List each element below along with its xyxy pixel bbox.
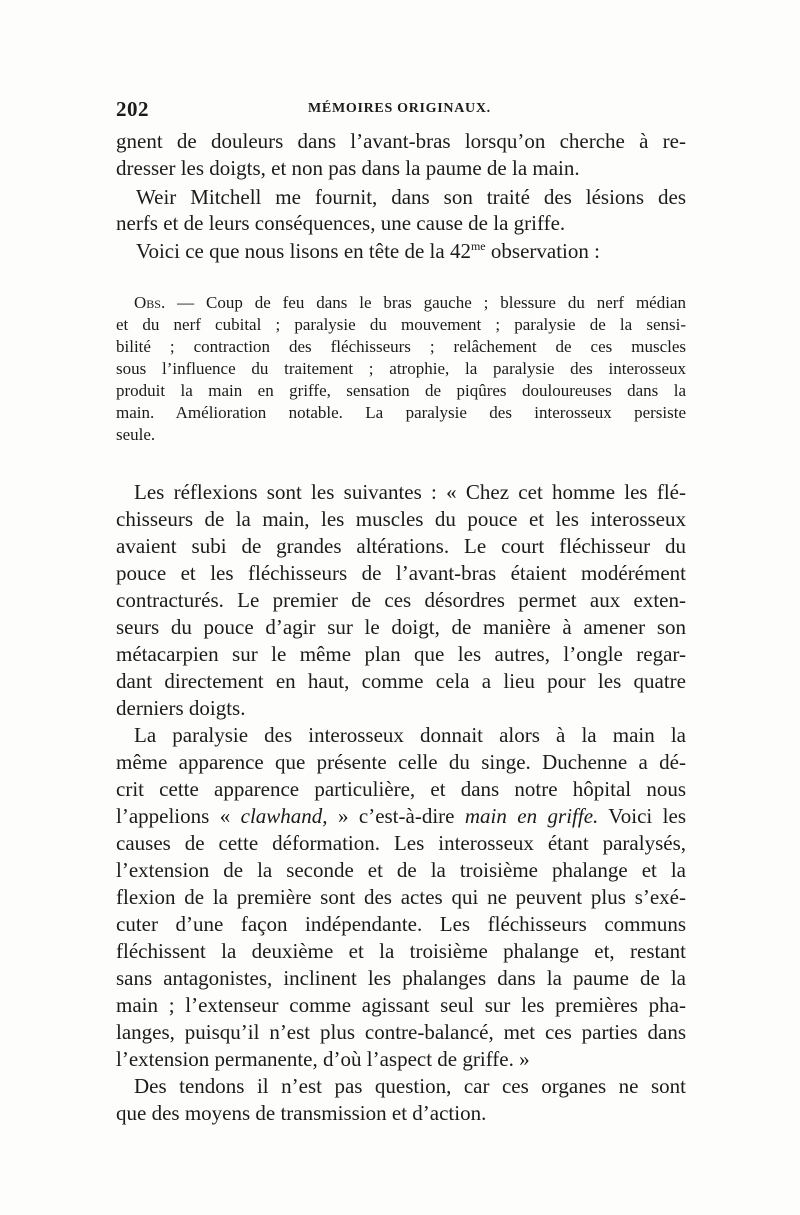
- body-line: flexion de la première sont des actes qui ne peuvent plus s’exé-: [116, 885, 686, 909]
- body-line-text: l’appelions «: [116, 804, 241, 828]
- body-line: Les réflexions sont les suivantes : « Chez cet homme les flé-: [134, 480, 686, 504]
- observation-label: Obs.: [134, 293, 166, 312]
- body-line: pouce et les fléchisseurs de l’avant-bras étaient modérément: [116, 561, 686, 585]
- observation-line: sous l’influence du traitement ; atrophie, la paralysie des interosseux: [116, 359, 686, 378]
- body-line: l’extension permanente, d’où l’aspect de griffe. »: [116, 1047, 530, 1071]
- intro-line: Weir Mitchell me fournit, dans son traité des lésions des: [136, 185, 686, 209]
- body-line-text: Voici les: [598, 804, 686, 828]
- observation-text: — Coup de feu dans le bras gauche ; blessure du nerf médian: [165, 293, 686, 312]
- body-line: chisseurs de la main, les muscles du pouce et les interosseux: [116, 507, 686, 531]
- body-line: fléchissent la deuxième et la troisième phalange et, restant: [116, 939, 686, 963]
- observation-line: produit la main en griffe, sensation de piqûres douloureuses dans la: [116, 381, 686, 400]
- body-line: sans antagonistes, inclinent les phalanges dans la paume de la: [116, 966, 686, 990]
- observation-line: et du nerf cubital ; paralysie du mouvement ; paralysie de la sensi-: [116, 315, 686, 334]
- observation-line: main. Amélioration notable. La paralysie des interosseux persiste: [116, 403, 686, 422]
- observation-line: [134, 292, 686, 314]
- page-number: 202: [116, 97, 149, 121]
- body-line: que des moyens de transmission et d’action.: [116, 1101, 487, 1125]
- body-line: crit cette apparence particulière, et dans notre hôpital nous: [116, 777, 686, 801]
- body-line: même apparence que présente celle du singe. Duchenne a dé-: [116, 750, 686, 774]
- body-line: Des tendons il n’est pas question, car ces organes ne sont: [134, 1074, 686, 1098]
- italic-text: clawhand,: [240, 804, 328, 828]
- body-line: métacarpien sur le même plan que les autres, l’ongle regar-: [116, 642, 686, 666]
- body-line: avaient subi de grandes altérations. Le court fléchisseur du: [116, 534, 686, 558]
- body-line: seurs du pouce d’agir sur le doigt, de manière à amener son: [116, 615, 686, 639]
- running-head: MÉMOIRES ORIGINAUX.: [308, 101, 491, 116]
- body-line-text: » c’est-à-dire: [327, 804, 465, 828]
- intro-line-text: observation :: [485, 239, 600, 263]
- italic-text: main en griffe.: [464, 804, 599, 828]
- intro-line: gnent de douleurs dans l’avant-bras lorsqu’on cherche à re-: [116, 129, 686, 153]
- body-line: langes, puisqu’il n’est plus contre-balancé, met ces parties dans: [116, 1020, 686, 1044]
- body-line: contracturés. Le premier de ces désordres permet aux exten-: [116, 588, 686, 612]
- intro-line: dresser les doigts, et non pas dans la paume de la main.: [116, 156, 580, 180]
- observation-line: bilité ; contraction des fléchisseurs ; relâchement de ces muscles: [116, 337, 686, 356]
- intro-line-text: Voici ce que nous lisons en tête de la 42: [136, 239, 471, 263]
- body-line: cuter d’une façon indépendante. Les fléchisseurs communs: [116, 912, 686, 936]
- superscript: me: [470, 239, 486, 253]
- intro-line: [136, 238, 686, 265]
- intro-line: nerfs et de leurs conséquences, une cause de la griffe.: [116, 211, 566, 235]
- page-header: [116, 98, 686, 122]
- body-line: [116, 803, 686, 830]
- body-line: main ; l’extenseur comme agissant seul sur les premières pha-: [116, 993, 686, 1017]
- body-line: dant directement en haut, comme cela a lieu pour les quatre: [116, 669, 686, 693]
- body-line: causes de cette déformation. Les interosseux étant paralysés,: [116, 831, 686, 855]
- body-line: La paralysie des interosseux donnait alors à la main la: [134, 723, 686, 747]
- observation-line: seule.: [116, 425, 156, 444]
- body-line: derniers doigts.: [116, 696, 246, 720]
- body-line: l’extension de la seconde et de la troisième phalange et la: [116, 858, 686, 882]
